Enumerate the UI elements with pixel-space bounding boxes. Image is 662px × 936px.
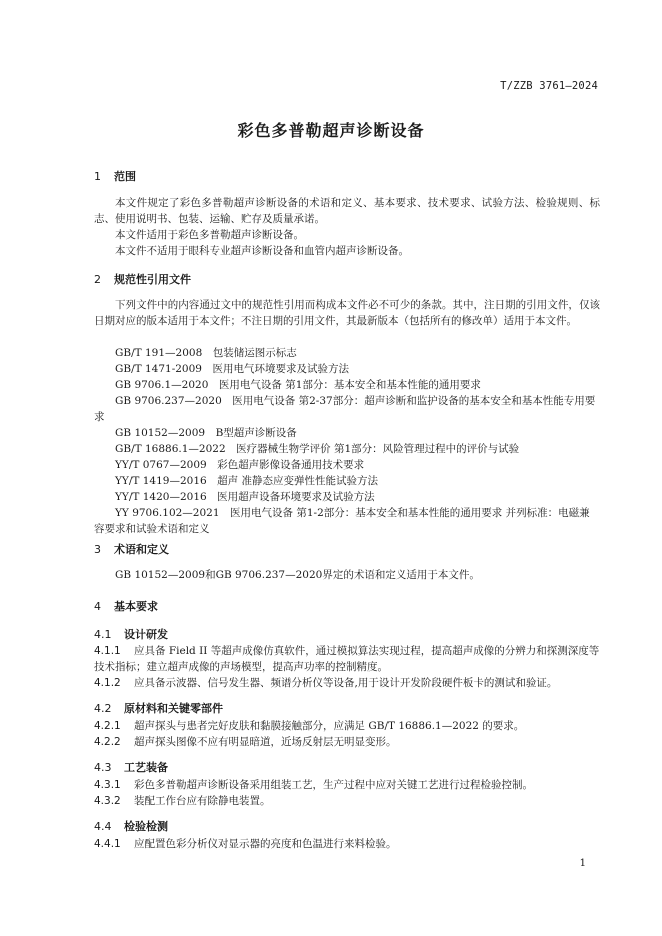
subsection-4-3-heading	[94, 759, 168, 775]
reference-item: GB 9706.237—2020 医用电气设备 第2-37部分：超声诊断和监护设备的基本安全和基本性能专用要求	[94, 395, 596, 423]
clause-number: 4.2.1	[94, 720, 121, 732]
subsection-title: 原材料和关键零部件	[124, 702, 223, 715]
subsection-4-4-heading	[94, 818, 168, 834]
reference-item: GB 9706.1—2020 医用电气设备 第1部分：基本安全和基本性能的通用要求	[115, 379, 481, 391]
section-title: 规范性引用文件	[114, 273, 191, 286]
clause	[94, 734, 600, 750]
subsection-4-2-heading	[94, 700, 223, 716]
subsection-title: 工艺装备	[124, 761, 168, 774]
page-title: 彩色多普勒超声诊断设备	[237, 121, 425, 140]
clause	[94, 675, 600, 691]
clause	[94, 836, 600, 852]
section-3-heading	[94, 541, 169, 557]
subsection-4-1-heading	[94, 626, 168, 642]
clause-number: 4.1.1	[94, 645, 121, 657]
reference-item: GB/T 16886.1—2022 医疗器械生物学评价 第1部分：风险管理过程中的评价与试验	[115, 443, 520, 455]
section-number: 4	[94, 600, 101, 613]
paragraph: 本文件不适用于眼科专业超声诊断设备和血管内超声诊断设备。	[115, 245, 409, 257]
paragraph: 本文件适用于彩色多普勒超声诊断设备。	[115, 229, 304, 241]
clause	[94, 643, 600, 675]
standard-code: T/ZZB 3761—2024	[500, 80, 598, 92]
section-number: 2	[94, 273, 101, 286]
clause-number: 4.2.2	[94, 736, 121, 748]
reference-item: GB 10152—2009 B型超声诊断设备	[115, 427, 297, 439]
clause-text: 超声探头与患者完好皮肤和黏膜接触部分，应满足 GB/T 16886.1—2022 的要求。	[134, 720, 525, 732]
paragraph: 本文件规定了彩色多普勒超声诊断设备的术语和定义、基本要求、技术要求、试验方法、检验规则、标志、使用说明书、包装、运输、贮存及质量承诺。	[94, 197, 600, 225]
paragraph: GB 10152—2009和GB 9706.237—2020界定的术语和定义适用于本文件。	[115, 569, 480, 581]
section-1-heading	[94, 168, 136, 184]
paragraph: 下列文件中的内容通过文中的规范性引用而构成本文件必不可少的条款。其中，注日期的引用文件，仅该日期对应的版本适用于本文件；不注日期的引用文件，其最新版本（包括所有的修改单）适用于本文件。	[94, 299, 600, 327]
subsection-number: 4.2	[94, 702, 112, 715]
subsection-number: 4.4	[94, 820, 112, 833]
subsection-title: 检验检测	[124, 820, 168, 833]
clause-text: 应配置色彩分析仪对显示器的亮度和色温进行来料检验。	[134, 838, 397, 850]
section-4-heading	[94, 598, 158, 614]
clause-text: 装配工作台应有除静电装置。	[134, 795, 271, 807]
clause-number: 4.4.1	[94, 838, 121, 850]
reference-item: YY/T 0767—2009 彩色超声影像设备通用技术要求	[115, 459, 365, 471]
subsection-title: 设计研发	[124, 628, 168, 641]
clause	[94, 718, 600, 734]
clause-number: 4.3.1	[94, 779, 121, 791]
page-number: 1	[579, 858, 586, 869]
section-number: 3	[94, 543, 101, 556]
clause-text: 彩色多普勒超声诊断设备采用组装工艺，生产过程中应对关键工艺进行过程检验控制。	[134, 779, 533, 791]
section-title: 范围	[114, 170, 136, 183]
subsection-number: 4.1	[94, 628, 112, 641]
reference-item: YY/T 1420—2016 医用超声设备环境要求及试验方法	[115, 491, 375, 503]
reference-item: YY 9706.102—2021 医用电气设备 第1-2部分：基本安全和基本性能的通用要求 并列标准：电磁兼容要求和试验术语和定义	[94, 507, 590, 535]
clause-number: 4.3.2	[94, 795, 121, 807]
subsection-number: 4.3	[94, 761, 112, 774]
reference-item: GB/T 1471-2009 医用电气环境要求及试验方法	[115, 363, 349, 375]
clause-text: 超声探头图像不应有明显暗道，近场反射层无明显变形。	[134, 736, 397, 748]
clause-text: 应具备 Field II 等超声成像仿真软件，通过模拟算法实现过程，提高超声成像的分辨力和探测深度等技术指标；建立超声成像的声场模型，提高声功率的控制精度。	[94, 645, 600, 673]
clause-number: 4.1.2	[94, 677, 121, 689]
clause	[94, 777, 600, 793]
section-number: 1	[94, 170, 101, 183]
section-title: 术语和定义	[114, 543, 169, 556]
section-2-heading	[94, 271, 191, 287]
reference-item: GB/T 191—2008 包装储运图示标志	[115, 347, 297, 359]
clause-text: 应具备示波器、信号发生器、频谱分析仪等设备,用于设计开发阶段硬件板卡的测试和验证。	[134, 677, 558, 689]
reference-item: YY/T 1419—2016 超声 准静态应变弹性性能试验方法	[115, 475, 379, 487]
clause	[94, 793, 600, 809]
section-title: 基本要求	[114, 600, 158, 613]
